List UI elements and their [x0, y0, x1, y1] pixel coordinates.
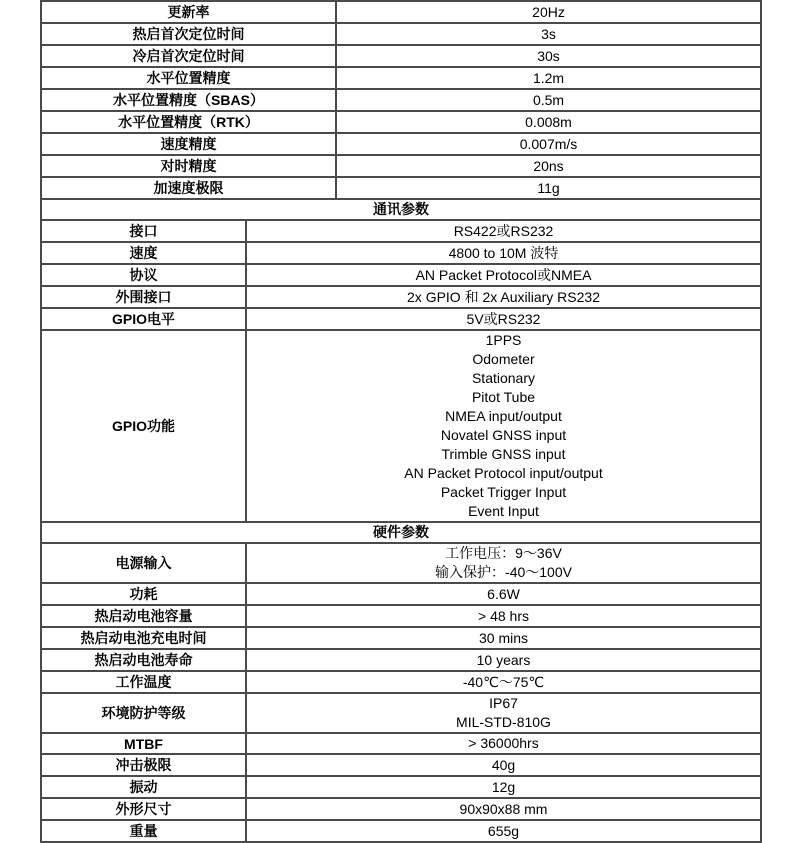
spec-label: 接口: [41, 220, 246, 242]
spec-label: 水平位置精度: [41, 67, 336, 89]
spec-label: 工作温度: [41, 671, 246, 693]
section-header-row: [41, 199, 761, 220]
spec-table: [40, 0, 760, 843]
spec-label: 对时精度: [41, 155, 336, 177]
spec-value: [246, 649, 761, 671]
spec-label: 外围接口: [41, 286, 246, 308]
table-row: [41, 693, 761, 733]
spec-label: 热启动电池寿命: [41, 649, 246, 671]
spec-value-line: Trimble GNSS input: [441, 446, 566, 462]
spec-value-line: 20Hz: [532, 3, 565, 20]
table-row: [41, 220, 761, 242]
spec-value-line: IP67: [489, 695, 518, 711]
spec-value-line: -40℃～75℃: [462, 673, 545, 690]
table-row: [41, 330, 761, 522]
spec-value-line: 工作电压：9～36V: [445, 545, 562, 561]
spec-label: 水平位置精度（RTK）: [41, 111, 336, 133]
spec-label: 电源输入: [41, 543, 246, 583]
table-row: [41, 89, 761, 111]
spec-section-table: [40, 198, 762, 523]
table-row: [41, 820, 761, 842]
table-row: [41, 754, 761, 776]
spec-value-line: RS422或RS232: [453, 222, 554, 239]
table-row: [41, 671, 761, 693]
table-row: [41, 543, 761, 583]
table-row: [41, 23, 761, 45]
spec-value: [246, 286, 761, 308]
spec-label: MTBF: [41, 733, 246, 754]
spec-value-line: 1PPS: [485, 332, 522, 348]
spec-value-line: 30s: [537, 47, 560, 64]
section-header: 硬件参数: [41, 522, 761, 543]
spec-value-line: 10 years: [476, 651, 531, 668]
spec-value-line: 2x GPIO 和 2x Auxiliary RS232: [407, 288, 600, 305]
table-row: [41, 605, 761, 627]
spec-value: [246, 308, 761, 330]
spec-label: 重量: [41, 820, 246, 842]
spec-value: [246, 605, 761, 627]
table-row: [41, 177, 761, 199]
spec-label: 热启动电池容量: [41, 605, 246, 627]
spec-value-line: Pitot Tube: [471, 389, 536, 405]
spec-value-line: Odometer: [472, 351, 535, 367]
spec-label: 环境防护等级: [41, 693, 246, 733]
spec-value: [336, 177, 761, 199]
spec-value-line: 1.2m: [532, 69, 565, 86]
spec-value: [336, 111, 761, 133]
spec-label: 热启首次定位时间: [41, 23, 336, 45]
spec-label: 速度精度: [41, 133, 336, 155]
spec-label: 更新率: [41, 1, 336, 23]
spec-value-line: MIL-STD-810G: [456, 714, 551, 730]
spec-value: [336, 133, 761, 155]
spec-label: GPIO功能: [41, 330, 246, 522]
table-row: [41, 627, 761, 649]
spec-value-line: AN Packet Protocol或NMEA: [415, 266, 592, 283]
spec-value: [336, 45, 761, 67]
spec-value-line: 655g: [487, 822, 520, 839]
spec-value-line: 3s: [541, 25, 556, 42]
table-row: [41, 776, 761, 798]
spec-value: [336, 67, 761, 89]
spec-value: [336, 1, 761, 23]
spec-value: [246, 693, 761, 733]
spec-value-line: 输入保护：-40～100V: [435, 564, 572, 580]
table-row: [41, 67, 761, 89]
spec-value: [246, 754, 761, 776]
spec-value-line: > 48 hrs: [478, 607, 529, 624]
spec-label: 振动: [41, 776, 246, 798]
spec-value: [246, 733, 761, 754]
spec-value-line: Novatel GNSS input: [440, 427, 567, 443]
spec-value-line: 11g: [537, 179, 560, 196]
table-row: [41, 45, 761, 67]
spec-value-line: > 36000hrs: [468, 735, 539, 751]
spec-label: 协议: [41, 264, 246, 286]
spec-value-line: Event Input: [468, 503, 539, 519]
spec-label: 速度: [41, 242, 246, 264]
spec-value-line: 4800 to 10M 波特: [448, 244, 559, 261]
spec-section-table: [40, 521, 762, 843]
spec-value: [336, 89, 761, 111]
spec-label: 功耗: [41, 583, 246, 605]
spec-value: [246, 798, 761, 820]
spec-label: 水平位置精度（SBAS）: [41, 89, 336, 111]
table-row: [41, 111, 761, 133]
spec-value-line: 90x90x88 mm: [459, 800, 548, 817]
table-row: [41, 583, 761, 605]
table-row: [41, 733, 761, 754]
table-row: [41, 155, 761, 177]
spec-value: [246, 242, 761, 264]
spec-value: [246, 220, 761, 242]
spec-value-line: NMEA input/output: [445, 408, 562, 424]
spec-value-line: 20ns: [533, 157, 564, 174]
spec-label: GPIO电平: [41, 308, 246, 330]
spec-value: [246, 820, 761, 842]
spec-value-line: 0.007m/s: [519, 135, 578, 152]
spec-value: [246, 543, 761, 583]
table-row: [41, 1, 761, 23]
spec-value-line: 12g: [491, 778, 516, 795]
spec-value-line: 0.5m: [532, 91, 565, 108]
spec-value-line: 40g: [491, 756, 516, 773]
spec-value: [246, 776, 761, 798]
spec-value: [336, 155, 761, 177]
table-row: [41, 264, 761, 286]
spec-value-line: 5V或RS232: [466, 310, 541, 327]
table-row: [41, 649, 761, 671]
table-row: [41, 798, 761, 820]
spec-value-line: Stationary: [471, 370, 536, 386]
spec-value-line: 6.6W: [487, 585, 520, 602]
spec-value: [246, 330, 761, 522]
section-header-row: [41, 522, 761, 543]
spec-value-line: 30 mins: [478, 629, 529, 646]
spec-label: 外形尺寸: [41, 798, 246, 820]
section-header: 通讯参数: [41, 199, 761, 220]
spec-value-line: 0.008m: [525, 113, 572, 130]
spec-section-table: [40, 0, 762, 200]
table-row: [41, 133, 761, 155]
spec-value: [246, 671, 761, 693]
spec-label: 加速度极限: [41, 177, 336, 199]
spec-label: 热启动电池充电时间: [41, 627, 246, 649]
table-row: [41, 308, 761, 330]
spec-value: [246, 264, 761, 286]
spec-value: [246, 627, 761, 649]
spec-value: [336, 23, 761, 45]
spec-label: 冷启首次定位时间: [41, 45, 336, 67]
spec-value-line: Packet Trigger Input: [440, 484, 567, 500]
spec-value: [246, 583, 761, 605]
table-row: [41, 242, 761, 264]
spec-label: 冲击极限: [41, 754, 246, 776]
table-row: [41, 286, 761, 308]
spec-value-line: AN Packet Protocol input/output: [404, 465, 603, 481]
